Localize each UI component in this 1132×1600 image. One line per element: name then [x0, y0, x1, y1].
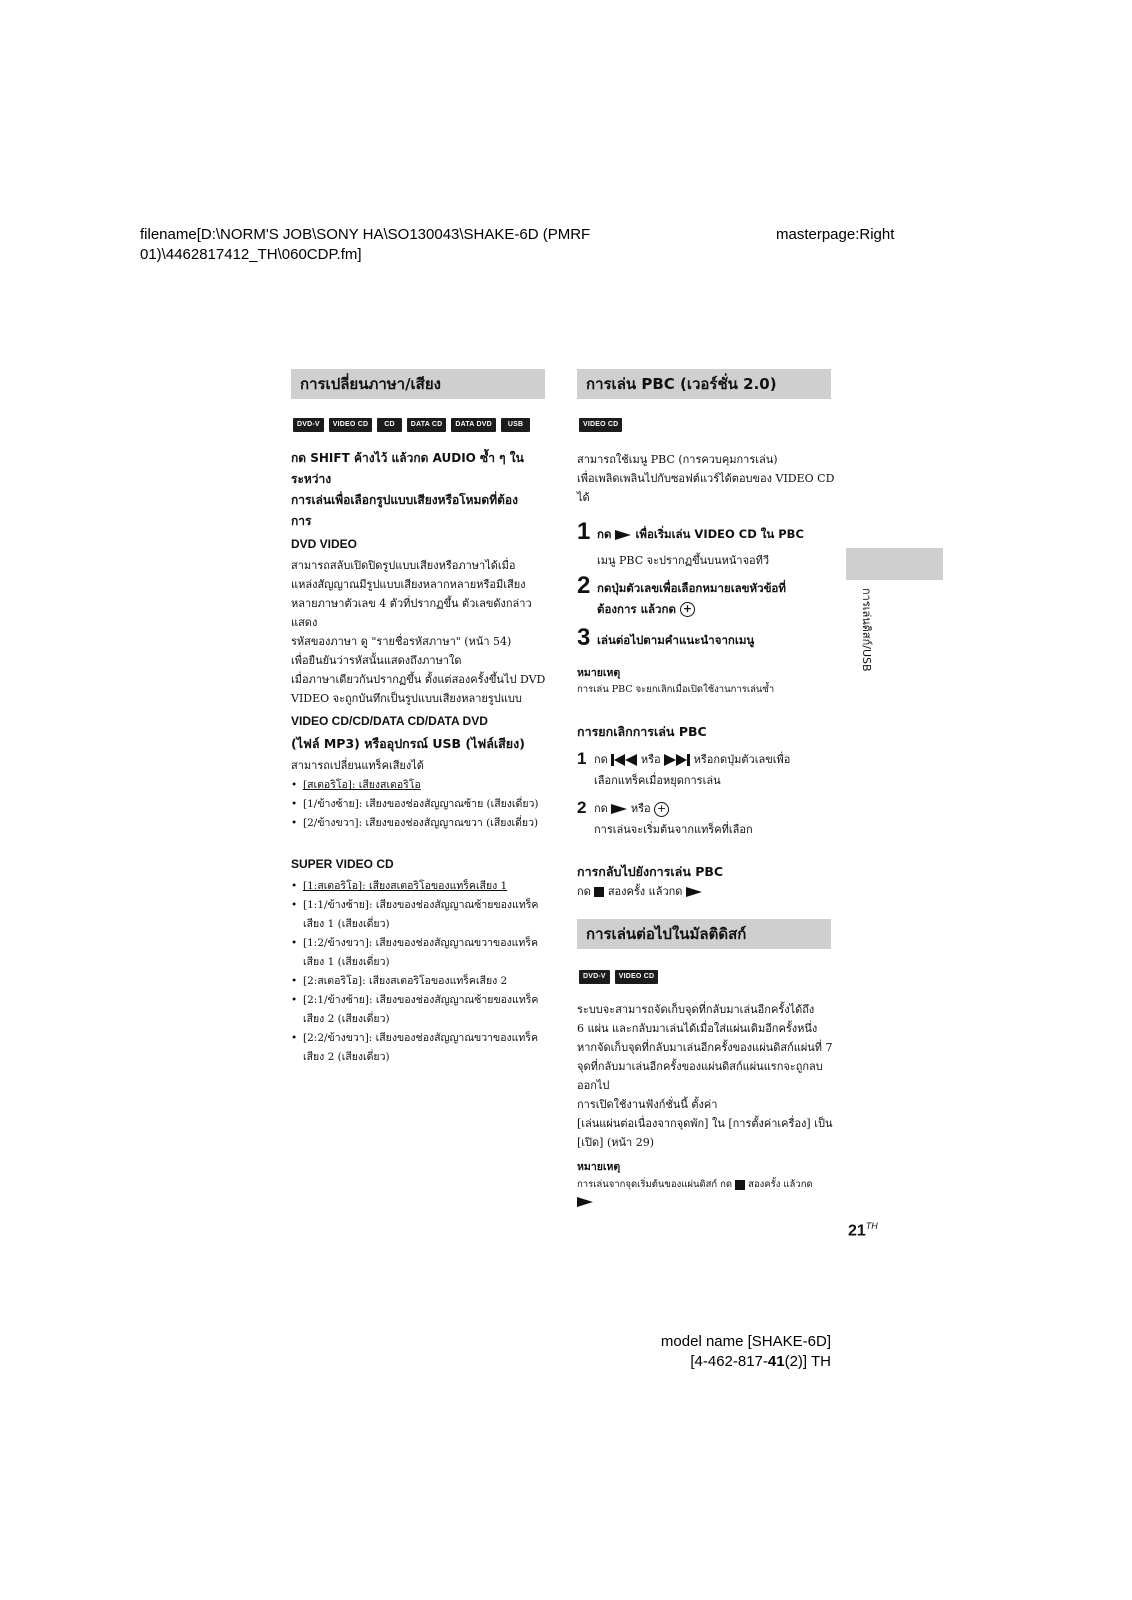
- side-tab-marker: [846, 548, 943, 580]
- step-text: กด: [594, 802, 608, 815]
- page-number-value: 21: [848, 1222, 866, 1240]
- note-text: สองครั้ง แล้วกด: [748, 1179, 813, 1190]
- body-line: จุดที่กลับมาเล่นอีกครั้งของแผ่นดิสก์แผ่นแรกจะถูกลบ: [577, 1060, 823, 1073]
- list-item: [291, 776, 551, 795]
- part-number: [600, 1352, 831, 1372]
- step-text: กด: [594, 753, 608, 766]
- vcd-desc: สามารถเปลี่ยนแทร็คเสียงได้: [291, 759, 424, 772]
- play-icon: [686, 887, 702, 897]
- pbc-intro: [577, 450, 837, 507]
- step-text: สองครั้ง แล้วกด: [607, 885, 683, 898]
- body-line: สามารถสลับเปิดปิดรูปแบบเสียงหรือภาษาได้เมื่อ: [291, 559, 516, 572]
- step-text: กด: [577, 885, 591, 898]
- play-icon: [577, 1197, 593, 1207]
- list-item-text: [สเตอริโอ]: เสียงสเตอริโอ: [303, 779, 421, 791]
- intro-line: การเล่นเพื่อเลือกรูปแบบเสียงหรือโหมดที่ต้อง: [291, 493, 518, 507]
- badge-data-dvd: DATA DVD: [451, 418, 495, 432]
- vcd-heading-2: (ไฟล์ MP3) หรืออุปกรณ์ USB (ไฟล์เสียง): [291, 736, 525, 751]
- side-tab-label: การเล่นดิสก์/USB: [860, 588, 873, 672]
- body-line: หลายภาษาตัวเลข 4 ตัวที่ปรากฏขึ้น ตัวเลขดังกล่าวแสดง: [291, 597, 532, 629]
- model-name: model name [SHAKE-6D]: [660, 1333, 831, 1350]
- badge-usb: USB: [501, 418, 530, 432]
- play-icon: [611, 804, 627, 814]
- body-line: สามารถใช้เมนู PBC (การควบคุมการเล่น): [577, 453, 778, 466]
- list-item: • [2:สเตอริโอ]: เสียงสเตอริโอของแทร็คเสียง 2: [291, 972, 551, 991]
- list-item: [291, 877, 551, 896]
- body-line: การเปิดใช้งานฟังก์ชั่นนี้ ตั้งค่า: [577, 1098, 718, 1111]
- step-1-sub: เมนู PBC จะปรากฏขึ้นบนหน้าจอทีวี: [597, 554, 770, 567]
- body-line: 6 แผ่น และกลับมาเล่นได้เมื่อใส่แผ่นเดิมอีกครั้งหนึ่ง: [577, 1022, 818, 1035]
- body-line: ออกไป: [577, 1079, 610, 1092]
- model-footer: [600, 1332, 831, 1372]
- intro-instruction: [291, 448, 551, 532]
- list-item-text: [1:1/ข้างซ้าย]: เสียงของช่องสัญญาณซ้ายของแทร็ค: [303, 899, 539, 911]
- stop-icon: [594, 887, 604, 897]
- disc-badges-left: [293, 418, 530, 432]
- note-title: หมายเหตุ: [577, 667, 621, 679]
- intro-line: กด SHIFT ค้างไว้ แล้วกด AUDIO ซ้ำ ๆ ในระหว่าง: [291, 451, 524, 486]
- badge-data-cd: DATA CD: [407, 418, 447, 432]
- section-title-pbc: การเล่น PBC (เวอร์ชั่น 2.0): [577, 369, 831, 399]
- badge-video-cd: VIDEO CD: [615, 970, 658, 984]
- page-number-suffix: TH: [865, 1221, 878, 1231]
- enter-circle-plus-icon: +: [654, 802, 669, 817]
- list-item: • [1/ข้างซ้าย]: เสียงของช่องสัญญาณซ้าย (เสียงเดี่ยว): [291, 795, 551, 814]
- body-line: หากจัดเก็บจุดที่กลับมาเล่นอีกครั้งของแผ่นดิสก์แผ่นที่ 7: [577, 1041, 833, 1054]
- list-item-text: [2:1/ข้างซ้าย]: เสียงของช่องสัญญาณซ้ายของแทร็ค: [303, 994, 539, 1006]
- cancel-pbc-heading: การยกเลิกการเล่น PBC: [577, 724, 707, 739]
- section-title-resume: การเล่นต่อไปในมัลติดิสก์: [577, 919, 831, 949]
- list-item-text: [2:2/ข้างขวา]: เสียงของช่องสัญญาณขวาของแทร็ค: [303, 1032, 538, 1044]
- svcd-options-list: [291, 877, 551, 1067]
- list-item-text: เสียง 2 (เสียงเดี่ยว): [303, 1013, 390, 1025]
- return-pbc-heading: การกลับไปยังการเล่น PBC: [577, 864, 724, 879]
- part-number-b: (2)] TH: [784, 1353, 831, 1370]
- play-icon: [615, 530, 631, 540]
- step-1-text: [597, 524, 847, 545]
- body-line: ได้: [577, 491, 590, 504]
- badge-cd: CD: [377, 418, 402, 432]
- step-text: กดปุ่มตัวเลขเพื่อเลือกหมายเลขหัวข้อที่: [597, 581, 786, 595]
- masterpage-label: masterpage:Right: [776, 226, 895, 243]
- part-number-bold: 41: [767, 1353, 785, 1370]
- cancel-step-1-text: [594, 749, 844, 791]
- cancel-step-number-2: 2: [577, 798, 587, 817]
- list-item: [291, 896, 551, 934]
- step-text: ต้องการ แล้วกด: [597, 602, 676, 616]
- list-item-text: [1:สเตอริโอ]: เสียงสเตอริโอของแทร็คเสียง 1: [303, 880, 508, 892]
- previous-track-icon: [611, 754, 637, 766]
- stop-icon: [735, 1180, 745, 1190]
- part-number-a: [4-462-817-: [690, 1353, 768, 1370]
- badge-video-cd: VIDEO CD: [579, 418, 622, 432]
- vcd-options-list: [291, 776, 551, 833]
- badge-video-cd: VIDEO CD: [329, 418, 372, 432]
- cancel-step-number-1: 1: [577, 749, 587, 768]
- step-text: เลือกแทร็คเมื่อหยุดการเล่น: [594, 774, 721, 787]
- badge-dvd-v: DVD-V: [293, 418, 324, 432]
- resume-note-title: หมายเหตุ: [577, 1161, 621, 1173]
- svcd-heading: SUPER VIDEO CD: [291, 857, 394, 871]
- step-text: หรือกดปุ่มตัวเลขเพื่อ: [693, 753, 791, 766]
- enter-circle-plus-icon: +: [680, 602, 695, 617]
- filename-line-2: 01)\4462817412_TH\060CDP.fm]: [140, 246, 362, 263]
- list-item-text: [1:2/ข้างขวา]: เสียงของช่องสัญญาณขวาของแทร็ค: [303, 937, 538, 949]
- list-item-text: เสียง 1 (เสียงเดี่ยว): [303, 918, 390, 930]
- return-pbc-text: [577, 882, 702, 901]
- note-text: การเล่นจากจุดเริ่มต้นของแผ่นดิสก์ กด: [577, 1179, 733, 1190]
- body-line: เพื่อยืนยันว่ารหัสนั้นแสดงถึงภาษาใด: [291, 654, 462, 667]
- list-item: [291, 934, 551, 972]
- filename-header: [140, 225, 590, 265]
- list-item: [291, 1029, 551, 1067]
- step-text: เพื่อเริ่มเล่น VIDEO CD ใน PBC: [635, 527, 804, 541]
- list-item: • [2/ข้างขวา]: เสียงของช่องสัญญาณขวา (เสียงเดี่ยว): [291, 814, 551, 833]
- dvd-video-heading: DVD VIDEO: [291, 537, 358, 551]
- next-track-icon: [664, 754, 690, 766]
- vcd-heading: VIDEO CD/CD/DATA CD/DATA DVD: [291, 714, 488, 728]
- list-item: [291, 991, 551, 1029]
- step-text: การเล่นจะเริ่มต้นจากแทร็คที่เลือก: [594, 823, 753, 836]
- step-number-3: 3: [577, 624, 591, 651]
- page-number: [848, 1221, 878, 1240]
- body-line: เพื่อเพลิดเพลินไปกับซอฟต์แวร์ได้ตอบของ VIDEO CD: [577, 472, 835, 485]
- resume-note-text: [577, 1176, 839, 1210]
- body-line: VIDEO จะถูกบันทึกเป็นรูปแบบเสียงหลายรูปแบบ: [291, 692, 522, 705]
- disc-badges-pbc: [579, 418, 622, 432]
- step-text: หรือ: [640, 753, 661, 766]
- body-line: แหล่งสัญญาณมีรูปแบบเสียงหลากหลายหรือมีเสียง: [291, 578, 526, 591]
- step-3-text: เล่นต่อไปตามคำแนะนำจากเมนู: [597, 633, 755, 647]
- body-line: เมื่อภาษาเดียวกันปรากฏขึ้น ตั้งแต่สองครั้งขึ้นไป DVD: [291, 673, 546, 686]
- body-line: [เปิด] (หน้า 29): [577, 1136, 654, 1149]
- body-line: รหัสของภาษา ดู "รายชื่อรหัสภาษา" (หน้า 54): [291, 635, 512, 648]
- note-text: การเล่น PBC จะยกเลิกเมื่อเปิดใช้งานการเล่นซ้ำ: [577, 684, 775, 695]
- body-line: ระบบจะสามารถจัดเก็บจุดที่กลับมาเล่นอีกครั้งได้ถึง: [577, 1003, 815, 1016]
- badge-dvd-v: DVD-V: [579, 970, 610, 984]
- step-number-2: 2: [577, 572, 591, 599]
- step-2-text: [597, 578, 847, 620]
- step-text: หรือ: [630, 802, 651, 815]
- filename-line-1: filename[D:\NORM'S JOB\SONY HA\SO130043\SHAKE-6D (PMRF: [140, 226, 591, 243]
- intro-line: การ: [291, 514, 312, 528]
- dvd-video-body: [291, 556, 551, 708]
- list-item-text: เสียง 2 (เสียงเดี่ยว): [303, 1051, 390, 1063]
- list-item-text: เสียง 1 (เสียงเดี่ยว): [303, 956, 390, 968]
- step-text: กด: [597, 527, 612, 541]
- disc-badges-resume: [579, 970, 658, 984]
- section-title-language: การเปลี่ยนภาษา/เสียง: [291, 369, 545, 399]
- resume-body: [577, 1000, 839, 1152]
- step-number-1: 1: [577, 518, 591, 545]
- cancel-step-2-text: [594, 798, 844, 840]
- body-line: [เล่นแผ่นต่อเนื่องจากจุดพัก] ใน [การตั้งค่าเครื่อง] เป็น: [577, 1117, 833, 1130]
